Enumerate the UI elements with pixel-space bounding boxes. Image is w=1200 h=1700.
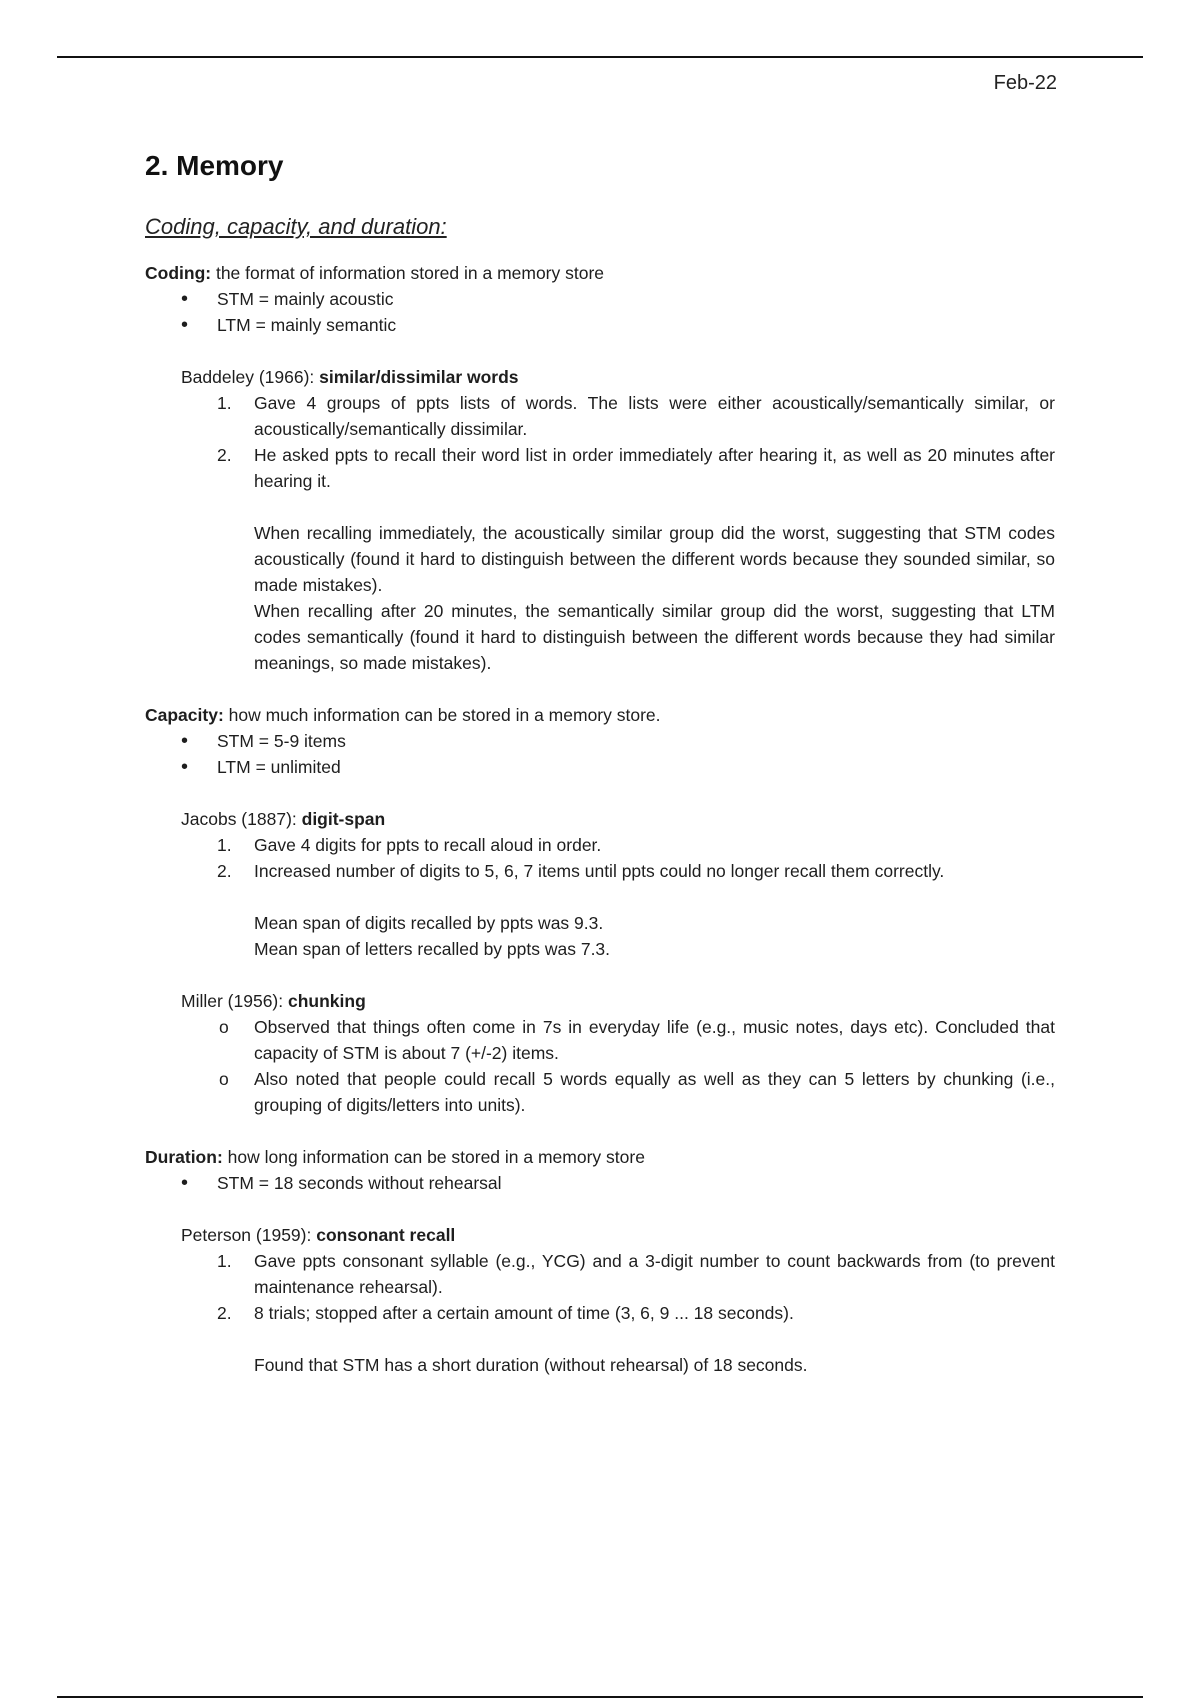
list-item: • LTM = mainly semantic [145, 312, 1055, 338]
study-heading: Miller (1956): chunking [181, 991, 366, 1011]
finding-paragraph: Mean span of digits recalled by ppts was 9.3. [254, 913, 604, 933]
study-heading: Baddeley (1966): similar/dissimilar words [181, 367, 519, 387]
page-title: 2. Memory [145, 150, 284, 181]
duration-term: Duration: [145, 1147, 223, 1167]
miller-study [181, 988, 1055, 1118]
study-heading: Peterson (1959): consonant recall [181, 1225, 456, 1245]
coding-bullets [145, 286, 1055, 338]
list-item: 1. Gave ppts consonant syllable (e.g., YCG) and a 3-digit number to count backwards from (to prevent maintenance rehearsal). [217, 1251, 1055, 1297]
list-item: o Also noted that people could recall 5 words equally as well as they can 5 letters by chunking (i.e., grouping of digits/letters into units). [219, 1069, 1055, 1115]
list-item: o Observed that things often come in 7s in everyday life (e.g., music notes, days etc). Concluded that capacity of STM is about 7 (+/-2) items. [219, 1017, 1055, 1063]
finding-paragraph: Mean span of letters recalled by ppts was 7.3. [254, 939, 611, 959]
study-steps [181, 832, 1055, 884]
finding-paragraph: Found that STM has a short duration (without rehearsal) of 18 seconds. [254, 1355, 808, 1375]
peterson-study [181, 1222, 1055, 1378]
list-item: 1. Gave 4 groups of ppts lists of words. The lists were either acoustically/semantically similar, or acoustically/semantically dissimilar. [217, 393, 1055, 439]
section-subtitle: Coding, capacity, and duration: [145, 214, 447, 239]
capacity-definition: Capacity: how much information can be stored in a memory store. [145, 705, 661, 725]
baddeley-study [181, 364, 1055, 676]
list-item: • STM = 5-9 items [145, 728, 1055, 754]
list-item: 2. He asked ppts to recall their word list in order immediately after hearing it, as well as 20 minutes after hearing it. [217, 445, 1055, 491]
duration-definition: Duration: how long information can be stored in a memory store [145, 1147, 645, 1167]
header-rule [57, 56, 1143, 58]
list-item: • STM = 18 seconds without rehearsal [145, 1170, 1055, 1196]
list-item: 2. 8 trials; stopped after a certain amount of time (3, 6, 9 ... 18 seconds). [217, 1303, 794, 1323]
coding-term: Coding: [145, 263, 212, 283]
list-item: 1. Gave 4 digits for ppts to recall aloud in order. [217, 835, 602, 855]
footer-rule [57, 1696, 1143, 1698]
coding-definition: Coding: the format of information stored in a memory store [145, 263, 605, 283]
finding-paragraph: When recalling after 20 minutes, the semantically similar group did the worst, suggesting that LTM codes semantically (found it hard to distinguish between the different words because they had similar meanings, so made mistakes). [254, 601, 1055, 673]
study-steps [181, 1248, 1055, 1326]
jacobs-study [181, 806, 1055, 962]
list-item: • LTM = unlimited [145, 754, 1055, 780]
study-points [181, 1014, 1055, 1118]
header-date: Feb-22 [993, 72, 1057, 94]
duration-bullets [145, 1170, 1055, 1196]
finding-paragraph: When recalling immediately, the acoustically similar group did the worst, suggesting that STM codes acoustically (found it hard to distinguish between the different words because they sounded similar, so made mistakes). [254, 523, 1055, 595]
list-item: 2. Increased number of digits to 5, 6, 7 items until ppts could no longer recall them correctly. [217, 861, 945, 881]
capacity-bullets [145, 728, 1055, 780]
study-steps [181, 390, 1055, 494]
document-body [145, 146, 1055, 1378]
study-heading: Jacobs (1887): digit-span [181, 809, 386, 829]
capacity-term: Capacity: [145, 705, 224, 725]
list-item: • STM = mainly acoustic [145, 286, 1055, 312]
